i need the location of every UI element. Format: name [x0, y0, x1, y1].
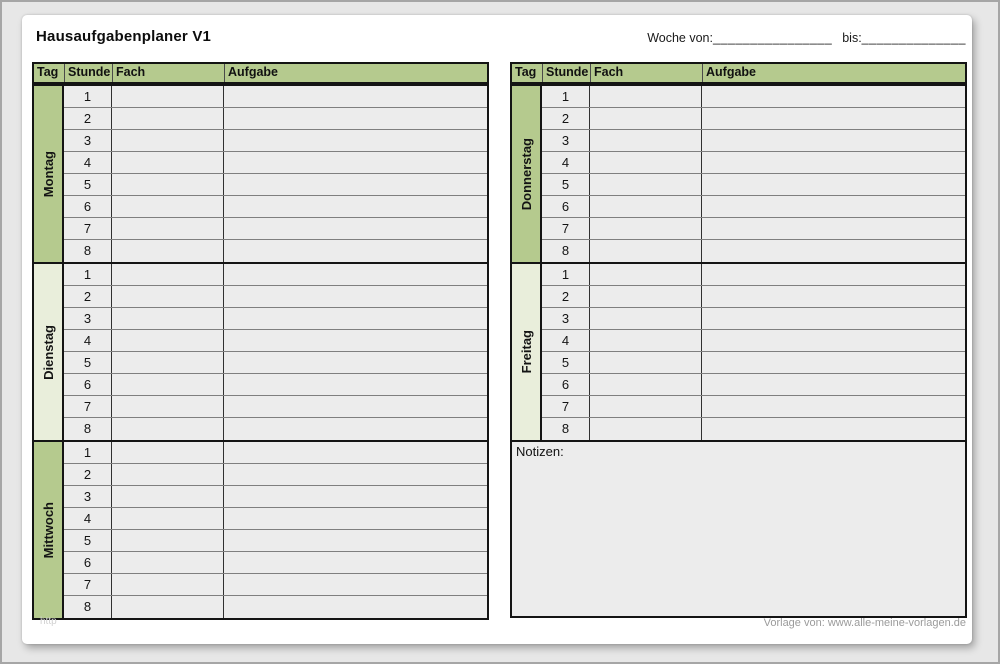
column-header-fach: Fach	[112, 64, 224, 82]
day-block-donnerstag	[512, 84, 965, 262]
planner-table-left	[32, 62, 489, 620]
lesson-row	[64, 442, 487, 464]
subject-cell	[590, 130, 702, 151]
task-cell	[224, 552, 487, 573]
lesson-row	[64, 464, 487, 486]
task-cell	[224, 264, 487, 285]
notes-box	[512, 440, 965, 616]
lesson-row	[542, 86, 965, 108]
subject-cell	[112, 86, 224, 107]
week-until-label: bis:	[842, 31, 862, 45]
subject-cell	[590, 330, 702, 351]
column-header-aufgabe: Aufgabe	[702, 64, 965, 82]
lesson-row	[64, 508, 487, 530]
task-cell	[702, 308, 965, 329]
subject-cell	[112, 308, 224, 329]
subject-cell	[112, 442, 224, 463]
task-cell	[224, 240, 487, 262]
task-cell	[224, 596, 487, 618]
lesson-row	[64, 108, 487, 130]
subject-cell	[590, 308, 702, 329]
hour-number-cell: 1	[542, 264, 590, 285]
hour-number-cell: 3	[64, 308, 112, 329]
task-cell	[702, 374, 965, 395]
subject-cell	[590, 240, 702, 262]
hour-number-cell: 4	[542, 152, 590, 173]
subject-cell	[112, 218, 224, 239]
hour-number-cell: 6	[542, 374, 590, 395]
hour-number-cell: 2	[64, 286, 112, 307]
hour-number-cell: 8	[64, 596, 112, 618]
subject-cell	[590, 418, 702, 440]
subject-cell	[112, 130, 224, 151]
lesson-row	[542, 352, 965, 374]
subject-cell	[112, 486, 224, 507]
task-cell	[224, 530, 487, 551]
lesson-row	[542, 174, 965, 196]
hour-number-cell: 1	[542, 86, 590, 107]
task-cell	[224, 418, 487, 440]
day-label-cell	[512, 86, 542, 262]
hour-number-cell: 6	[64, 374, 112, 395]
subject-cell	[112, 464, 224, 485]
subject-cell	[112, 174, 224, 195]
subject-cell	[590, 396, 702, 417]
document-page	[22, 15, 972, 644]
column-header-fach: Fach	[590, 64, 702, 82]
subject-cell	[590, 196, 702, 217]
subject-cell	[590, 286, 702, 307]
hour-number-cell: 2	[64, 464, 112, 485]
hour-number-cell: 8	[64, 418, 112, 440]
day-rows	[542, 264, 965, 440]
hour-number-cell: 1	[64, 264, 112, 285]
planner-table-right	[510, 62, 967, 618]
column-header-tag: Tag	[37, 65, 59, 79]
task-cell	[224, 308, 487, 329]
hour-number-cell: 3	[64, 130, 112, 151]
hour-number-cell: 5	[542, 174, 590, 195]
day-block-montag	[34, 84, 487, 262]
day-label-cell	[34, 442, 64, 618]
hour-number-cell: 3	[64, 486, 112, 507]
hour-number-cell: 4	[64, 152, 112, 173]
hour-number-cell: 2	[542, 108, 590, 129]
task-cell	[224, 352, 487, 373]
task-cell	[224, 108, 487, 129]
lesson-row	[64, 574, 487, 596]
hour-number-cell: 7	[64, 574, 112, 595]
column-header-stunde: Stunde	[64, 64, 112, 82]
hour-number-cell: 7	[64, 218, 112, 239]
subject-cell	[112, 508, 224, 529]
lesson-row	[64, 418, 487, 440]
subject-cell	[590, 108, 702, 129]
table-header-row	[34, 64, 487, 84]
subject-cell	[112, 574, 224, 595]
subject-cell	[112, 264, 224, 285]
lesson-row	[542, 308, 965, 330]
subject-cell	[590, 86, 702, 107]
lesson-row	[64, 552, 487, 574]
hour-number-cell: 2	[542, 286, 590, 307]
task-cell	[224, 508, 487, 529]
lesson-row	[542, 264, 965, 286]
subject-cell	[112, 108, 224, 129]
day-rows	[64, 264, 487, 440]
task-cell	[702, 218, 965, 239]
task-cell	[224, 396, 487, 417]
task-cell	[224, 486, 487, 507]
task-cell	[224, 218, 487, 239]
subject-cell	[590, 152, 702, 173]
subject-cell	[112, 196, 224, 217]
subject-cell	[590, 174, 702, 195]
lesson-row	[542, 218, 965, 240]
task-cell	[702, 152, 965, 173]
lesson-row	[64, 152, 487, 174]
hour-number-cell: 1	[64, 86, 112, 107]
task-cell	[702, 264, 965, 285]
hour-number-cell: 6	[64, 196, 112, 217]
hour-number-cell: 2	[64, 108, 112, 129]
lesson-row	[64, 218, 487, 240]
task-cell	[702, 86, 965, 107]
week-until-blank-line: ______________	[861, 31, 966, 45]
task-cell	[224, 442, 487, 463]
footer-credit: Vorlage von: www.alle-meine-vorlagen.de	[763, 617, 966, 629]
lesson-row	[64, 596, 487, 618]
lesson-row	[64, 86, 487, 108]
hour-number-cell: 4	[542, 330, 590, 351]
column-header-stunde: Stunde	[542, 64, 590, 82]
day-label: Dienstag	[40, 324, 56, 380]
task-cell	[224, 152, 487, 173]
lesson-row	[542, 152, 965, 174]
day-label: Freitag	[518, 330, 534, 374]
lesson-row	[64, 530, 487, 552]
lesson-row	[542, 108, 965, 130]
hour-number-cell: 1	[64, 442, 112, 463]
lesson-row	[542, 374, 965, 396]
hour-number-cell: 5	[64, 174, 112, 195]
page-title: Hausaufgabenplaner V1	[36, 28, 212, 45]
hour-number-cell: 3	[542, 308, 590, 329]
subject-cell	[112, 552, 224, 573]
hour-number-cell: 5	[542, 352, 590, 373]
subject-cell	[112, 530, 224, 551]
week-from-blank-line: ________________	[712, 31, 833, 45]
lesson-row	[64, 264, 487, 286]
lesson-row	[542, 240, 965, 262]
task-cell	[702, 396, 965, 417]
lesson-row	[542, 196, 965, 218]
task-cell	[224, 86, 487, 107]
lesson-row	[64, 286, 487, 308]
hour-number-cell: 7	[542, 218, 590, 239]
hour-number-cell: 5	[64, 530, 112, 551]
lesson-row	[64, 174, 487, 196]
lesson-row	[64, 330, 487, 352]
task-cell	[224, 174, 487, 195]
subject-cell	[112, 152, 224, 173]
hour-number-cell: 8	[542, 418, 590, 440]
day-label: Mittwoch	[40, 501, 56, 559]
lesson-row	[64, 130, 487, 152]
subject-cell	[112, 596, 224, 618]
task-cell	[224, 330, 487, 351]
table-header-row	[512, 64, 965, 84]
day-label: Donnerstag	[518, 137, 534, 211]
day-label-cell	[512, 264, 542, 440]
lesson-row	[64, 486, 487, 508]
hour-number-cell: 4	[64, 508, 112, 529]
task-cell	[702, 240, 965, 262]
subject-cell	[112, 418, 224, 440]
subject-cell	[112, 330, 224, 351]
lesson-row	[64, 308, 487, 330]
watermark-text: http	[40, 616, 57, 627]
hour-number-cell: 6	[542, 196, 590, 217]
hour-number-cell: 7	[542, 396, 590, 417]
column-header-tag: Tag	[515, 65, 537, 79]
task-cell	[224, 130, 487, 151]
week-range-line	[647, 31, 966, 45]
hour-number-cell: 6	[64, 552, 112, 573]
notes-label: Notizen:	[516, 444, 564, 459]
lesson-row	[542, 330, 965, 352]
lesson-row	[542, 418, 965, 440]
day-label: Montag	[40, 150, 56, 198]
day-rows	[542, 86, 965, 262]
subject-cell	[112, 240, 224, 262]
lesson-row	[64, 196, 487, 218]
lesson-row	[542, 130, 965, 152]
lesson-row	[542, 286, 965, 308]
task-cell	[702, 196, 965, 217]
day-label-cell	[34, 264, 64, 440]
task-cell	[224, 574, 487, 595]
task-cell	[702, 130, 965, 151]
subject-cell	[590, 218, 702, 239]
hour-number-cell: 5	[64, 352, 112, 373]
task-cell	[224, 196, 487, 217]
subject-cell	[112, 352, 224, 373]
task-cell	[702, 174, 965, 195]
day-label-cell	[34, 86, 64, 262]
task-cell	[702, 352, 965, 373]
column-header-aufgabe: Aufgabe	[224, 64, 487, 82]
lesson-row	[542, 396, 965, 418]
subject-cell	[112, 374, 224, 395]
lesson-row	[64, 240, 487, 262]
day-rows	[64, 442, 487, 618]
hour-number-cell: 8	[542, 240, 590, 262]
task-cell	[224, 286, 487, 307]
hour-number-cell: 3	[542, 130, 590, 151]
subject-cell	[590, 374, 702, 395]
day-block-mittwoch	[34, 440, 487, 618]
week-from-label: Woche von:	[647, 31, 713, 45]
task-cell	[702, 286, 965, 307]
lesson-row	[64, 352, 487, 374]
subject-cell	[112, 286, 224, 307]
hour-number-cell: 4	[64, 330, 112, 351]
day-block-freitag	[512, 262, 965, 440]
lesson-row	[64, 374, 487, 396]
day-rows	[64, 86, 487, 262]
subject-cell	[590, 352, 702, 373]
hour-number-cell: 8	[64, 240, 112, 262]
task-cell	[702, 330, 965, 351]
day-block-dienstag	[34, 262, 487, 440]
hour-number-cell: 7	[64, 396, 112, 417]
lesson-row	[64, 396, 487, 418]
task-cell	[224, 374, 487, 395]
subject-cell	[590, 264, 702, 285]
task-cell	[702, 418, 965, 440]
task-cell	[702, 108, 965, 129]
task-cell	[224, 464, 487, 485]
subject-cell	[112, 396, 224, 417]
